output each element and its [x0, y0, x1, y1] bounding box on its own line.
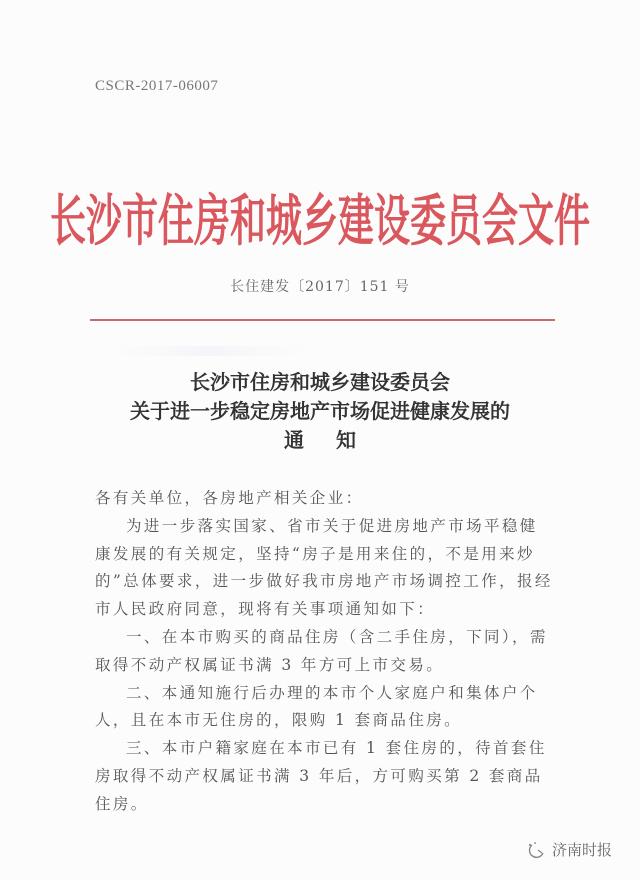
watermark-label: 济南时报 — [552, 841, 613, 859]
source-watermark — [526, 839, 612, 860]
title-line-3: 通知 — [284, 428, 388, 452]
paragraph-intro: 为进一步落实国家、省市关于促进房地产市场平稳健康发展的有关规定，坚持“房子是用来住的，不是用来炒的”总体要求，进一步做好我市房地产市场调控工作，报经市人民政府同意，现将有关事项通知如下： — [95, 516, 553, 619]
salutation: 各有关单位，各房地产相关企业： — [95, 489, 364, 507]
title-line-1: 长沙市住房和城乡建设委员会 — [190, 370, 450, 394]
paragraph-item-1: 一、在本市购买的商品住房（含二手住房，下同），需取得不动产权属证书满 3 年方可上市交易。 — [95, 627, 548, 674]
paragraph-item-3: 三、本市户籍家庭在本市已有 1 套住房的，待首套住房取得不动产权属证书满 3 年后，方可购买第 2 套商品住房。 — [95, 739, 547, 813]
document-code: CSCR-2017-06007 — [95, 78, 219, 94]
notice-title — [0, 368, 640, 455]
paragraph-item-2: 二、本通知施行后办理的本市个人家庭户和集体户个人，且在本市无住房的，限购 1 套商品住房。 — [95, 683, 538, 730]
masthead-title: 长沙市住房和城乡建设委员会文件 — [49, 190, 590, 254]
bleed-through-artifact — [110, 346, 310, 356]
notice-body — [95, 485, 555, 819]
red-divider — [90, 319, 555, 321]
title-line-2: 关于进一步稳定房地产市场促进健康发展的 — [130, 399, 510, 423]
wechat-official-account-icon — [526, 841, 548, 859]
document-number: 长住建发〔2017〕151 号 — [230, 279, 410, 295]
